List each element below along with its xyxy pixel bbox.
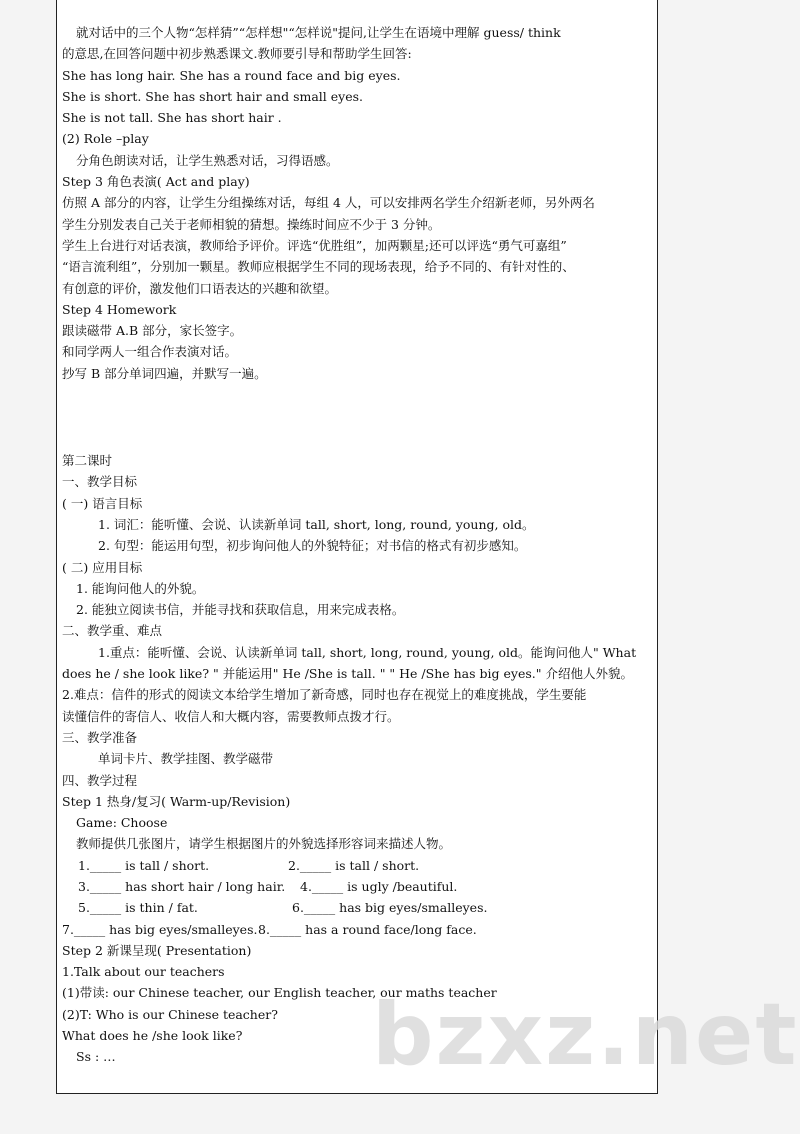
- text-line: 抄写 B 部分单词四遍，并默写一遍。: [62, 365, 267, 381]
- step-heading: Step 3 角色表演( Act and play): [62, 174, 250, 190]
- text-line: 学生上台进行对话表演，教师给予评价。评选“优胜组”，加两颗星;还可以评选“勇气可嘉组”: [62, 237, 567, 253]
- text-line: She is short. She has short hair and small eyes.: [62, 88, 364, 104]
- text-line: What does he /she look like?: [62, 1028, 243, 1044]
- text-line: (1)带读: our Chinese teacher, our English teacher, our maths teacher: [62, 985, 497, 1001]
- text-line: Ss : …: [76, 1049, 116, 1065]
- document-body: [62, 22, 652, 1068]
- text-line: 跟读磁带 A.B 部分，家长签字。: [62, 323, 243, 339]
- exercise-item: 3._____ has short hair / long hair.: [78, 878, 286, 894]
- text-line: 就对话中的三个人物“怎样猜”“怎样想"“怎样说"提问,让学生在语境中理解 guess/ think: [76, 25, 561, 40]
- step-heading: Step 2 新课呈现( Presentation): [62, 942, 252, 958]
- exercise-item: 2._____ is tall / short.: [288, 857, 420, 873]
- section-heading: 一、教学目标: [62, 474, 138, 490]
- text-line: 和同学两人一组合作表演对话。: [62, 344, 238, 360]
- text-line: 1.Talk about our teachers: [62, 964, 225, 980]
- text-line: 分角色朗读对话，让学生熟悉对话，习得语感。: [76, 152, 339, 168]
- exercise-row: [62, 919, 652, 940]
- text-line: (2)T: Who is our Chinese teacher?: [62, 1006, 278, 1022]
- text-line: 2. 能独立阅读书信，并能寻找和获取信息，用来完成表格。: [76, 602, 405, 618]
- blank-space: [62, 384, 652, 450]
- text-line: 仿照 A 部分的内容，让学生分组操练对话，每组 4 人，可以安排两名学生介绍新老师，另外两名: [62, 195, 595, 211]
- exercise-item: 7._____ has big eyes/smalleyes.: [62, 921, 258, 937]
- text-line: “语言流利组”，分别加一颗星。教师应根据学生不同的现场表现，给予不同的、有针对性的、: [62, 259, 575, 275]
- text-line: 读懂信件的寄信人、收信人和大概内容，需要教师点拨才行。: [62, 708, 400, 724]
- subsection-heading: ( 二) 应用目标: [62, 559, 143, 575]
- watermark-logo: bzxz.net: [372, 985, 799, 1085]
- text-line: 1. 能询问他人的外貌。: [76, 580, 205, 596]
- text-line: (2) Role –play: [62, 131, 149, 147]
- subsection-heading: ( 一) 语言目标: [62, 495, 143, 511]
- exercise-row: [62, 897, 652, 918]
- exercise-item: 1._____ is tall / short.: [78, 857, 210, 873]
- text-line: 1. 词汇：能听懂、会说、认读新单词 tall, short, long, round, young, old。: [98, 516, 535, 532]
- section-heading: 二、教学重、难点: [62, 623, 163, 639]
- text-line: She has long hair. She has a round face and big eyes.: [62, 67, 401, 83]
- text-line: Game: Choose: [76, 815, 168, 831]
- text-line: 单词卡片、教学挂图、教学磁带: [98, 751, 274, 767]
- text-line: 2. 句型：能运用句型，初步询问他人的外貌特征；对书信的格式有初步感知。: [98, 538, 527, 554]
- exercise-item: 6._____ has big eyes/smalleyes.: [292, 900, 488, 916]
- text-line: does he / she look like? " 并能运用" He /She is tall. " " He /She has big eyes." 介绍他人外貌。: [62, 666, 633, 682]
- exercise-row: [62, 855, 652, 876]
- exercise-item: 4._____ is ugly /beautiful.: [300, 878, 458, 894]
- text-line: 教师提供几张图片，请学生根据图片的外貌选择形容词来描述人物。: [76, 836, 452, 852]
- document-page: [56, 0, 658, 1094]
- exercise-item: 5._____ is thin / fat.: [78, 900, 198, 916]
- exercise-item: 8._____ has a round face/long face.: [258, 921, 477, 937]
- text-line: She is not tall. She has short hair .: [62, 110, 282, 126]
- section-heading: 第二课时: [62, 453, 113, 469]
- section-heading: 四、教学过程: [62, 772, 138, 788]
- text-line: 有创意的评价，激发他们口语表达的兴趣和欲望。: [62, 280, 338, 296]
- step-heading: Step 4 Homework: [62, 301, 177, 317]
- text-line: 的意思,在回答问题中初步熟悉课文.教师要引导和帮助学生回答:: [62, 46, 412, 62]
- exercise-row: [62, 876, 652, 897]
- section-heading: 三、教学准备: [62, 729, 138, 745]
- text-line: 学生分别发表自己关于老师相貌的猜想。操练时间应不少于 3 分钟。: [62, 216, 441, 232]
- text-line: 1.重点：能听懂、会说、认读新单词 tall, short, long, round, young, old。能询问他人" What: [98, 644, 637, 660]
- step-heading: Step 1 热身/复习( Warm-up/Revision): [62, 793, 291, 809]
- text-line: 2.难点：信件的形式的阅读文本给学生增加了新奇感，同时也存在视觉上的难度挑战，学生要能: [62, 687, 587, 703]
